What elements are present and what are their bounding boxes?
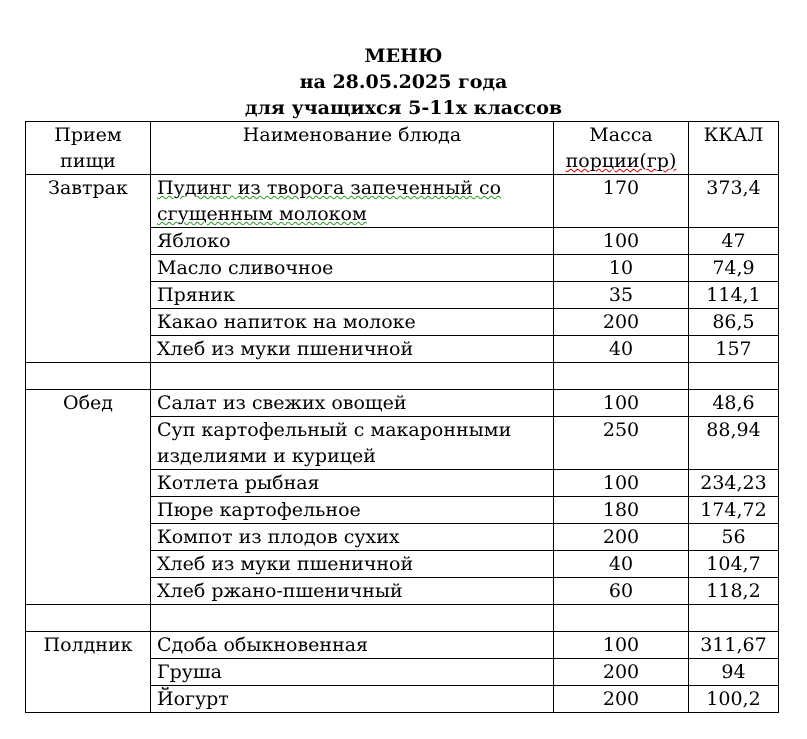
meal-name: Обед: [26, 390, 151, 605]
dish-name: Пюре картофельное: [151, 497, 554, 524]
calories: 373,4: [689, 175, 779, 228]
menu-table: [25, 121, 779, 713]
dish-name: Масло сливочное: [151, 255, 554, 282]
dish-name: Котлета рыбная: [151, 470, 554, 497]
portion-mass: 40: [554, 551, 689, 578]
dish-name: Йогурт: [151, 686, 554, 713]
empty-cell: [689, 605, 779, 632]
calories: 311,67: [689, 632, 779, 659]
header-meal: [26, 122, 151, 175]
header-meal-line1: Прием: [54, 124, 122, 146]
table-row: [26, 390, 779, 417]
empty-cell: [151, 605, 554, 632]
title-line-3: для учащихся 5-11х классов: [244, 97, 563, 119]
calories: 234,23: [689, 470, 779, 497]
calories: 174,72: [689, 497, 779, 524]
title-line-1: МЕНЮ: [364, 45, 443, 67]
portion-mass: 200: [554, 309, 689, 336]
empty-cell: [554, 363, 689, 390]
portion-mass: 35: [554, 282, 689, 309]
calories: 47: [689, 228, 779, 255]
portion-mass: 200: [554, 524, 689, 551]
calories: 74,9: [689, 255, 779, 282]
calories: 157: [689, 336, 779, 363]
dish-name: Салат из свежих овощей: [151, 390, 554, 417]
empty-cell: [554, 605, 689, 632]
portion-mass: 180: [554, 497, 689, 524]
dish-name: Яблоко: [151, 228, 554, 255]
dish-name: Компот из плодов сухих: [151, 524, 554, 551]
portion-mass: 200: [554, 659, 689, 686]
empty-cell: [689, 363, 779, 390]
calories: 100,2: [689, 686, 779, 713]
portion-mass: 60: [554, 578, 689, 605]
portion-mass: 10: [554, 255, 689, 282]
spacer-row: [26, 363, 779, 390]
dish-name: Хлеб из муки пшеничной: [151, 551, 554, 578]
dish-name: Груша: [151, 659, 554, 686]
calories: 114,1: [689, 282, 779, 309]
menu-title: [0, 43, 807, 121]
empty-cell: [151, 363, 554, 390]
table-row: [26, 632, 779, 659]
header-row: [26, 122, 779, 175]
header-mass: [554, 122, 689, 175]
spacer-row: [26, 605, 779, 632]
portion-mass: 250: [554, 417, 689, 470]
portion-mass: 200: [554, 686, 689, 713]
dish-name: Хлеб ржано-пшеничный: [151, 578, 554, 605]
dish-name: Сдоба обыкновенная: [151, 632, 554, 659]
meal-name: Полдник: [26, 632, 151, 713]
calories: 94: [689, 659, 779, 686]
meal-name: Завтрак: [26, 175, 151, 363]
dish-name: [151, 175, 554, 228]
calories: 48,6: [689, 390, 779, 417]
header-mass-line2: порции(гр): [565, 150, 677, 172]
dish-name: Пряник: [151, 282, 554, 309]
table-row: [26, 175, 779, 228]
portion-mass: 100: [554, 390, 689, 417]
calories: 118,2: [689, 578, 779, 605]
portion-mass: 100: [554, 228, 689, 255]
portion-mass: 170: [554, 175, 689, 228]
dish-name-text: Пудинг из творога запеченный со сгущенным молоком: [157, 177, 502, 225]
portion-mass: 40: [554, 336, 689, 363]
calories: 88,94: [689, 417, 779, 470]
dish-name: Какао напиток на молоке: [151, 309, 554, 336]
header-dish: Наименование блюда: [151, 122, 554, 175]
header-kcal: ККАЛ: [689, 122, 779, 175]
portion-mass: 100: [554, 632, 689, 659]
calories: 56: [689, 524, 779, 551]
calories: 86,5: [689, 309, 779, 336]
menu-body: [26, 175, 779, 713]
header-mass-line1: Масса: [589, 124, 653, 146]
calories: 104,7: [689, 551, 779, 578]
dish-name: Суп картофельный с макаронными изделиями и курицей: [151, 417, 554, 470]
header-meal-line2: пищи: [60, 150, 116, 172]
empty-cell: [26, 605, 151, 632]
title-line-2: на 28.05.2025 года: [299, 71, 508, 93]
dish-name: Хлеб из муки пшеничной: [151, 336, 554, 363]
portion-mass: 100: [554, 470, 689, 497]
empty-cell: [26, 363, 151, 390]
